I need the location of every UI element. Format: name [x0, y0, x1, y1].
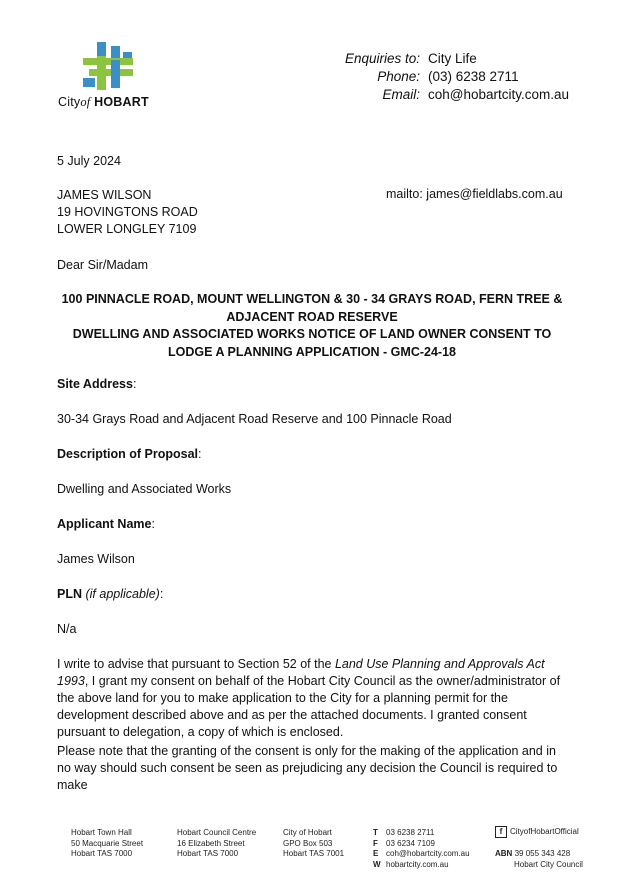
title-line: LODGE A PLANNING APPLICATION - GMC-24-18	[168, 344, 456, 359]
enquiries-labels	[330, 50, 420, 104]
enquiries-label: Enquiries to:	[344, 51, 420, 66]
pln-label: PLN (if applicable):	[57, 587, 164, 601]
letter-title	[57, 291, 567, 361]
salutation: Dear Sir/Madam	[57, 258, 148, 272]
city-of-hobart-logo-icon	[83, 42, 133, 90]
email-value[interactable]: coh@hobartcity.com.au	[428, 87, 570, 102]
footer-facebook[interactable]: f CityofHobartOfficial	[495, 826, 579, 838]
enquiries-values	[428, 50, 569, 104]
recipient-locality: LOWER LONGLEY 7109	[57, 222, 197, 236]
logo-wordmark: Cityof HOBART	[58, 95, 149, 109]
consent-paragraph: I write to advise that pursuant to Section 52 of the Land Use Planning and Approvals Act 1993, I grant my consent on behalf of the Hobart City Council as the owner/administrator of the above land for you to make application to the City for a planning permit for the development described above and as per the attached documents. I granted consent pursuant to delegation, a copy of which is enclosed.	[57, 657, 561, 739]
footer-contact-values: 03 6238 2711 03 6234 7109 coh@hobartcity.com.au hobartcity.com.au	[386, 828, 470, 869]
enquiries-value: City Life	[428, 51, 477, 66]
site-address-value: 30-34 Grays Road and Adjacent Road Reserve and 100 Pinnacle Road	[57, 412, 452, 426]
footer-council-centre: Hobart Council Centre 16 Elizabeth Street Hobart TAS 7000	[177, 828, 257, 858]
title-line: 100 PINNACLE ROAD, MOUNT WELLINGTON & 30 - 34 GRAYS ROAD, FERN TREE &	[61, 292, 563, 306]
phone-value: (03) 6238 2711	[428, 69, 519, 84]
applicant-label: Applicant Name:	[57, 517, 155, 531]
title-line: ADJACENT ROAD RESERVE	[226, 309, 398, 324]
footer-postal: City of Hobart GPO Box 503 Hobart TAS 7001	[283, 828, 345, 858]
description-value: Dwelling and Associated Works	[57, 482, 232, 496]
applicant-value: James Wilson	[57, 552, 135, 566]
phone-label: Phone:	[377, 69, 420, 84]
footer-abn: ABN 39 055 343 428 Hobart City Council	[495, 849, 583, 869]
recipient-street: 19 HOVINGTONS ROAD	[57, 205, 198, 219]
footer-contact-letters: T F E W	[373, 828, 381, 869]
note-paragraph: Please note that the granting of the consent is only for the making of the application and in no way should such consent be seen as prejudicing any decision the Council is required to make	[57, 744, 558, 792]
recipient-address	[57, 187, 198, 238]
site-address-label: Site Address:	[57, 377, 137, 391]
email-label: Email:	[382, 87, 420, 102]
footer-town-hall: Hobart Town Hall 50 Macquarie Street Hobart TAS 7000	[71, 828, 144, 858]
description-label: Description of Proposal:	[57, 447, 202, 461]
letter-date: 5 July 2024	[57, 154, 121, 168]
facebook-icon: f	[495, 826, 507, 838]
recipient-name: JAMES WILSON	[57, 188, 152, 202]
pln-value: N/a	[57, 622, 77, 636]
title-line: DWELLING AND ASSOCIATED WORKS NOTICE OF LAND OWNER CONSENT TO	[72, 327, 552, 341]
recipient-mailto[interactable]: mailto: james@fieldlabs.com.au	[386, 187, 563, 201]
